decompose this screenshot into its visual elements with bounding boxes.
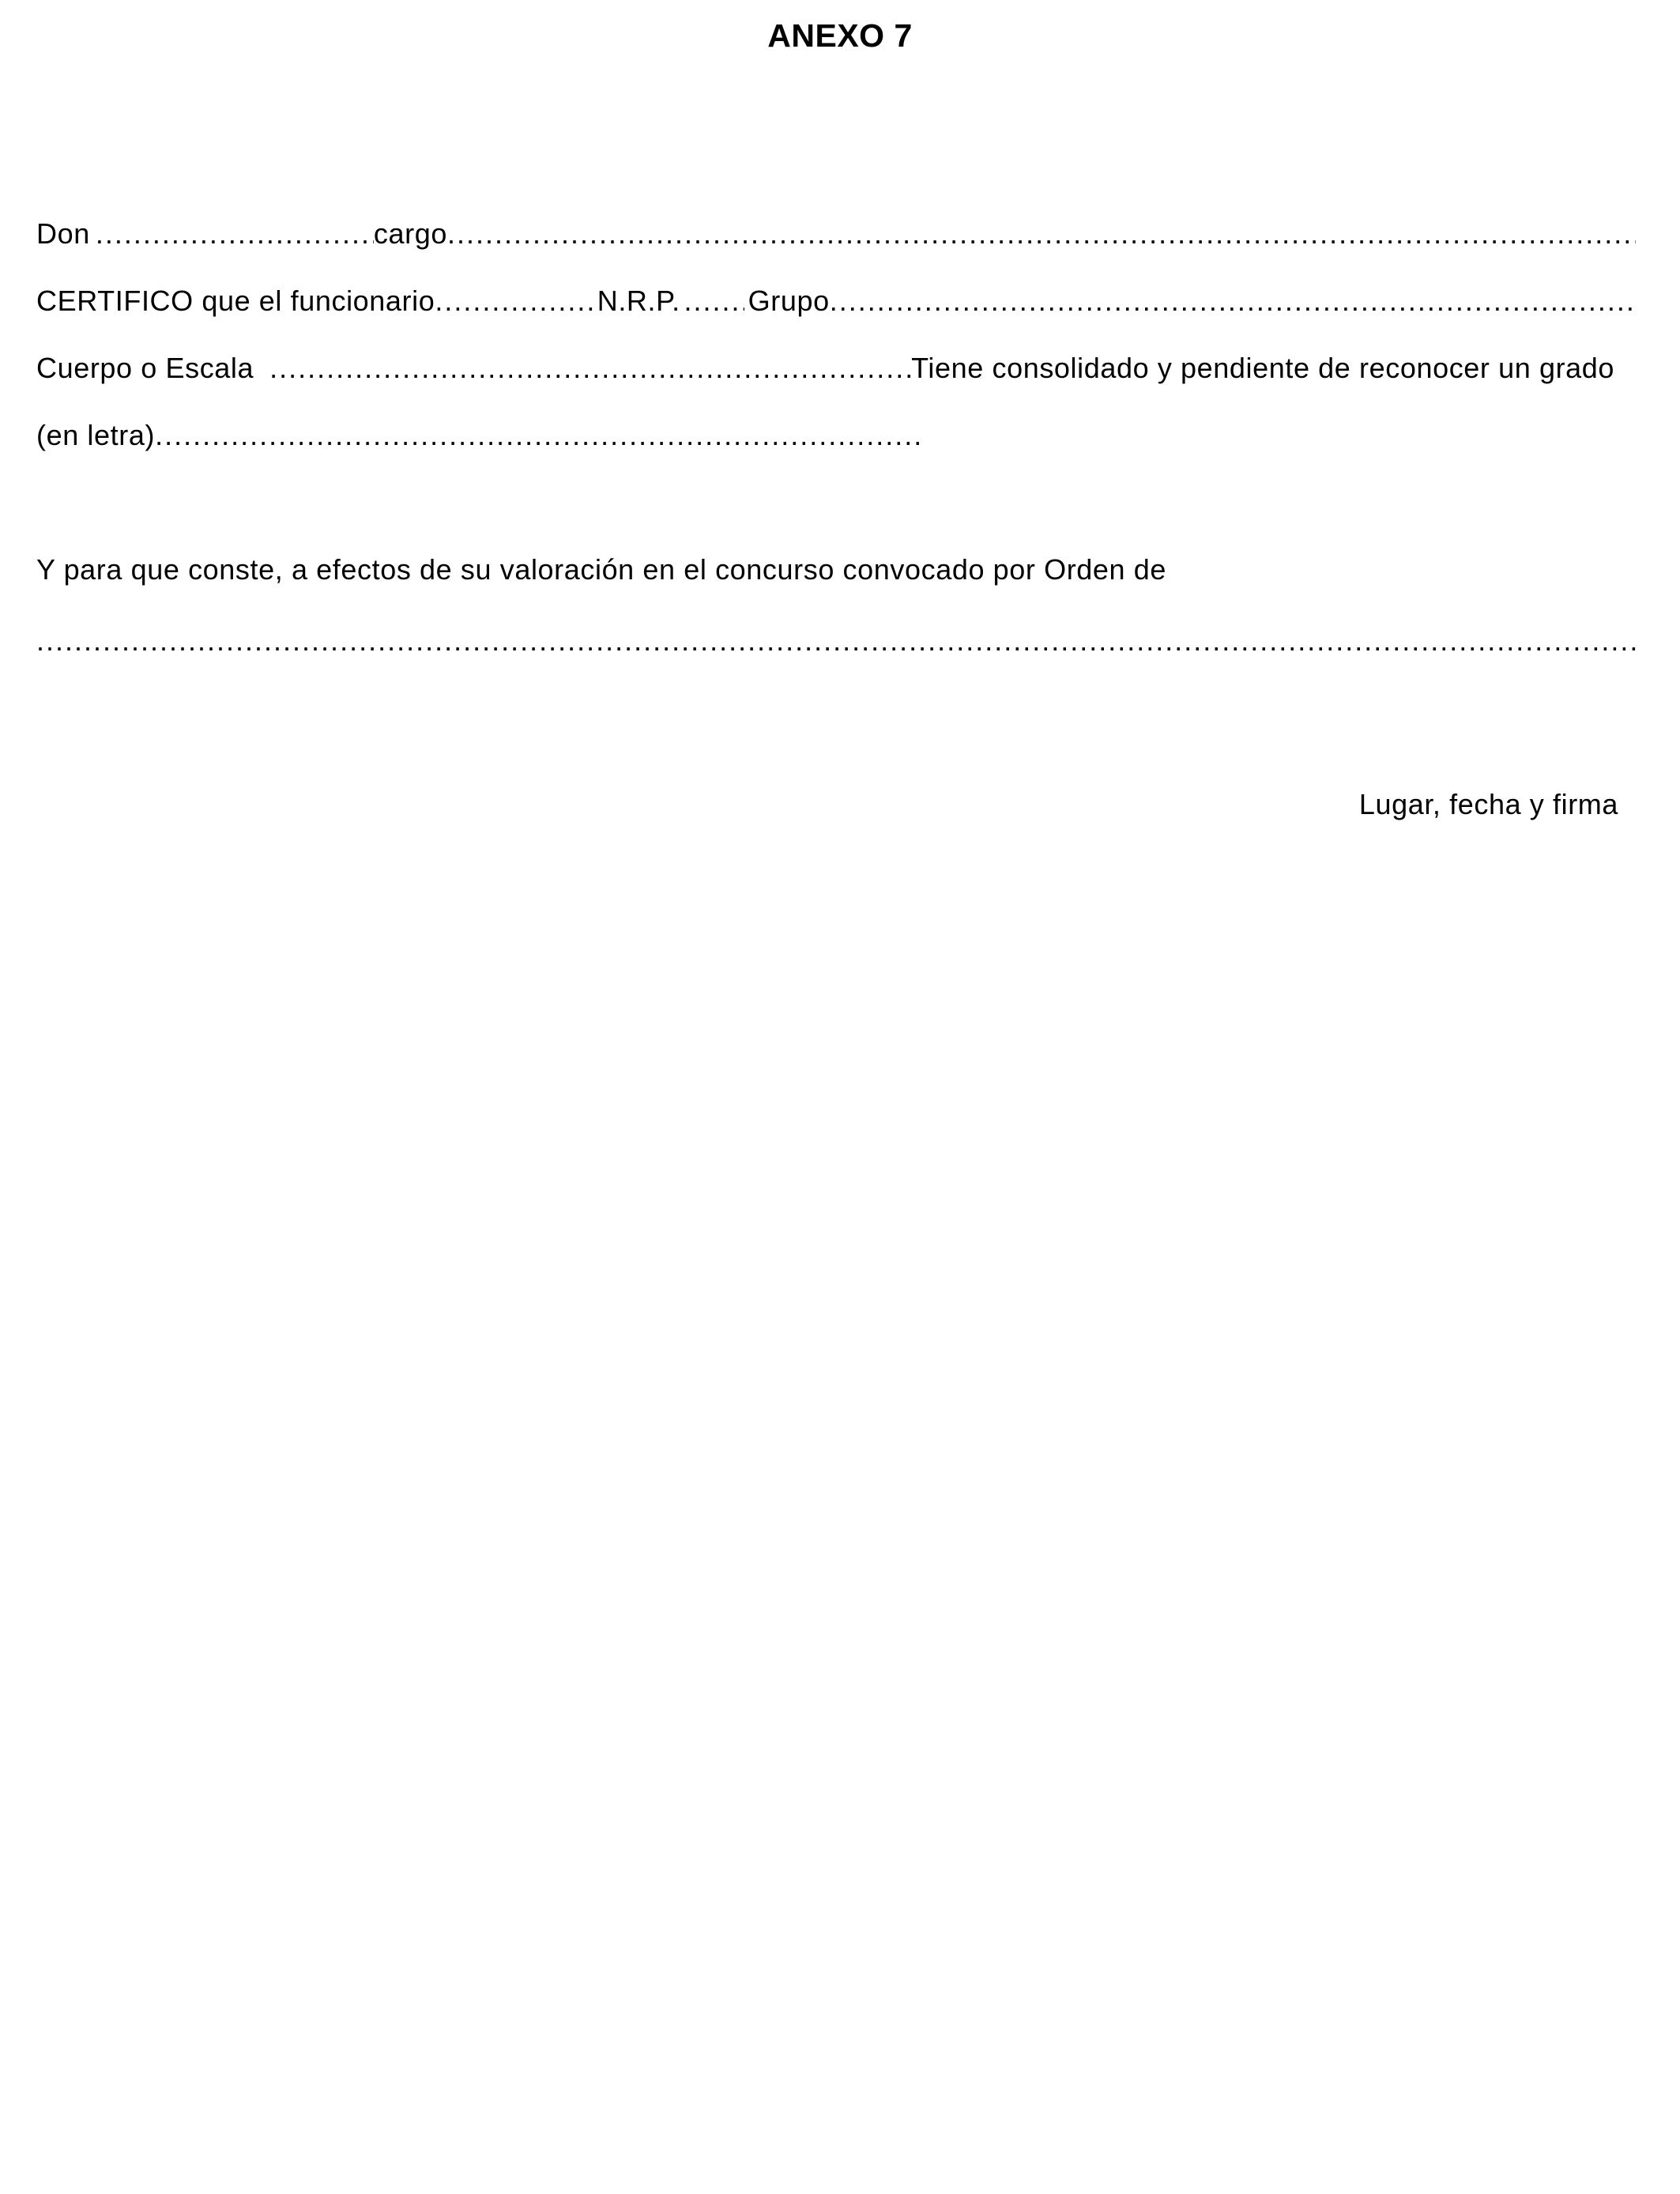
blank-cargo[interactable] — [447, 215, 1636, 253]
label-letra: (en letra) — [36, 419, 156, 451]
line-conste — [36, 551, 1636, 589]
line-letra — [36, 417, 1636, 454]
label-tiene: Tiene consolidado y pendiente de reconocer un grado — [911, 352, 1615, 384]
blank-don-name[interactable] — [96, 215, 374, 253]
label-cargo: cargo — [373, 217, 447, 250]
line-certifico — [36, 282, 1636, 320]
label-cuerpo: Cuerpo o Escala — [36, 352, 254, 384]
blank-cuerpo[interactable] — [269, 349, 911, 387]
line-don — [36, 215, 1636, 253]
text-conste: Y para que conste, a efectos de su valoración en el concurso convocado por Orden de — [36, 553, 1167, 586]
blank-nrp[interactable] — [684, 282, 744, 320]
blank-orden[interactable] — [36, 622, 1636, 660]
line-cuerpo — [36, 349, 1636, 387]
page-title: ANEXO 7 — [767, 17, 913, 54]
label-certifico: CERTIFICO que el funcionario — [36, 285, 435, 317]
blank-funcionario[interactable] — [435, 282, 597, 320]
label-don: Don — [36, 217, 90, 250]
signature-label: Lugar, fecha y firma — [1358, 788, 1618, 820]
line-orden — [36, 622, 1636, 660]
label-grupo: Grupo — [748, 285, 830, 317]
label-nrp: N.R.P. — [597, 285, 680, 317]
blank-grupo[interactable] — [830, 282, 1636, 320]
blank-grado-letra[interactable] — [155, 417, 925, 454]
